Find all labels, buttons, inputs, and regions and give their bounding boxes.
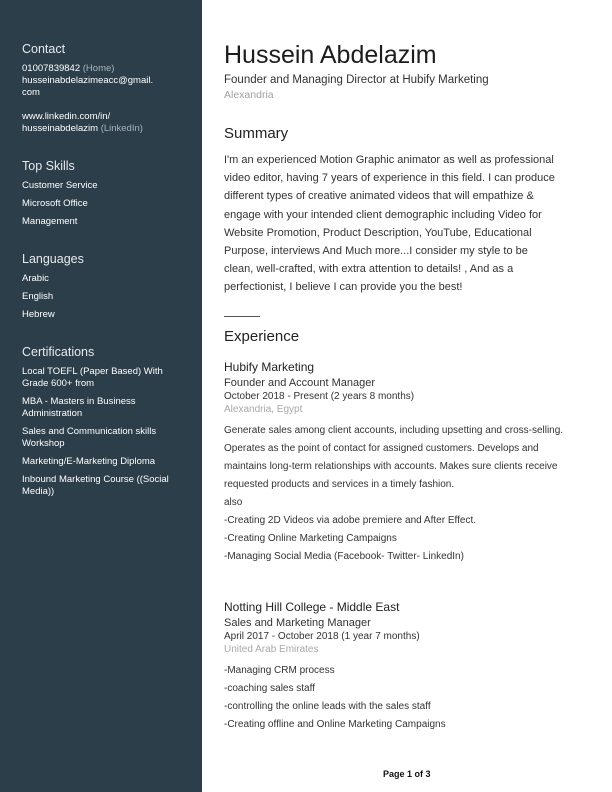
certifications-heading: Certifications [22, 345, 95, 359]
job-company: Hubify Marketing [224, 359, 315, 374]
job-location: Alexandria, Egypt [224, 403, 303, 415]
job-description-line: -Managing CRM process [224, 664, 335, 676]
email-line-1[interactable]: husseinabdelazimeacc@gmail. [22, 75, 154, 86]
job-role: Sales and Marketing Manager [224, 616, 371, 629]
page-title: Hussein Abdelazim [224, 41, 437, 69]
headline: Founder and Managing Director at Hubify Marketing [224, 74, 489, 86]
certification-line: Inbound Marketing Course ((Social [22, 474, 169, 485]
linkedin-label: (LinkedIn) [100, 123, 143, 134]
certification-line: MBA - Masters in Business [22, 396, 136, 407]
job-description-line: -Creating Online Marketing Campaigns [224, 532, 397, 544]
job-dates: April 2017 - October 2018 (1 year 7 months) [224, 630, 420, 642]
summary-line: clean, well-crafted, with extra attention to details! , And as a [224, 263, 514, 276]
summary-line: Website Promotion, Product Description, YouTube, Educational [224, 226, 532, 239]
contact-heading: Contact [22, 42, 66, 56]
summary-line: video editor, having 7 years of experience in this field. I can produce [224, 172, 555, 185]
job-description-line: -coaching sales staff [224, 682, 315, 694]
certification-line: Sales and Communication skills [22, 426, 157, 437]
languages-section [22, 252, 188, 321]
language-item: Hebrew [22, 309, 55, 320]
certification-item [22, 366, 188, 390]
job-description-line: maintains long-term relationships with accounts. Makes sure clients receive [224, 460, 558, 472]
skills-heading: Top Skills [22, 159, 75, 173]
job-dates: October 2018 - Present (2 years 8 months) [224, 390, 415, 402]
job-entry [224, 600, 590, 734]
certification-item [22, 474, 188, 498]
job-description-line: -controlling the online leads with the sales staff [224, 700, 431, 712]
job-description-line: Generate sales among client accounts, including upsetting and cross-selling. [224, 424, 564, 436]
location: Alexandria [224, 89, 274, 101]
phone-label: (Home) [82, 63, 115, 74]
page-number: Page 1 of 3 [383, 769, 431, 779]
certification-line: Local TOEFL (Paper Based) With [22, 366, 163, 377]
skill-item: Microsoft Office [22, 198, 88, 209]
job-description [224, 422, 590, 566]
summary-line: different types of creative animated videos that will empathize & [224, 190, 534, 203]
certification-line: Marketing/E-Marketing Diploma [22, 456, 156, 467]
contact-section [22, 42, 188, 135]
certification-item [22, 396, 188, 420]
summary-line: I'm an experienced Motion Graphic animator as well as professional [224, 154, 554, 166]
language-item: English [22, 291, 54, 302]
experience-heading: Experience [224, 327, 300, 345]
job-entry [224, 360, 590, 566]
job-location: United Arab Emirates [224, 643, 319, 655]
certification-item [22, 456, 188, 468]
job-description-line: also [224, 496, 243, 508]
job-description-line: -Creating 2D Videos via adobe premiere and After Effect. [224, 514, 476, 526]
phone-number[interactable]: 01007839842 [22, 63, 81, 74]
language-item: Arabic [22, 273, 49, 284]
certification-line: Grade 600+ from [22, 378, 95, 389]
section-divider [224, 316, 260, 317]
job-description-line: -Managing Social Media (Facebook- Twitter- LinkedIn) [224, 550, 464, 562]
linkedin-url-part-2[interactable]: husseinabdelazim [22, 123, 99, 134]
languages-heading: Languages [22, 252, 84, 266]
summary-line: Purpose, interviews And Much more...I consider my style to be [224, 245, 528, 258]
job-description [224, 662, 590, 734]
job-role: Founder and Account Manager [224, 376, 376, 389]
job-description-line: -Creating offline and Online Marketing Campaigns [224, 718, 446, 730]
summary-text [224, 151, 590, 297]
skills-section [22, 159, 188, 228]
summary-heading: Summary [224, 125, 289, 142]
job-company: Notting Hill College - Middle East [224, 599, 400, 614]
certification-line: Media)) [22, 486, 55, 497]
certification-line: Administration [22, 408, 83, 419]
certification-line: Workshop [22, 438, 65, 449]
job-description-line: requested products and services in a timely fashion. [224, 478, 455, 490]
email-line-2[interactable]: com [22, 87, 40, 98]
phone-line [22, 63, 188, 75]
linkedin-url-line-2 [22, 123, 188, 135]
skill-item: Management [22, 216, 78, 227]
summary-line: perfectionist, I believe I can provide you the best! [224, 281, 463, 294]
linkedin-url-line-1[interactable]: www.linkedin.com/in/ [22, 111, 111, 122]
certifications-section [22, 345, 188, 498]
certification-item [22, 426, 188, 450]
sidebar [0, 0, 202, 792]
main-content [224, 40, 590, 734]
job-description-line: Operates as the point of contact for assigned customers. Develops and [224, 442, 539, 454]
skill-item: Customer Service [22, 180, 98, 191]
summary-line: engage with your intended client demographic including Video for [224, 208, 542, 221]
